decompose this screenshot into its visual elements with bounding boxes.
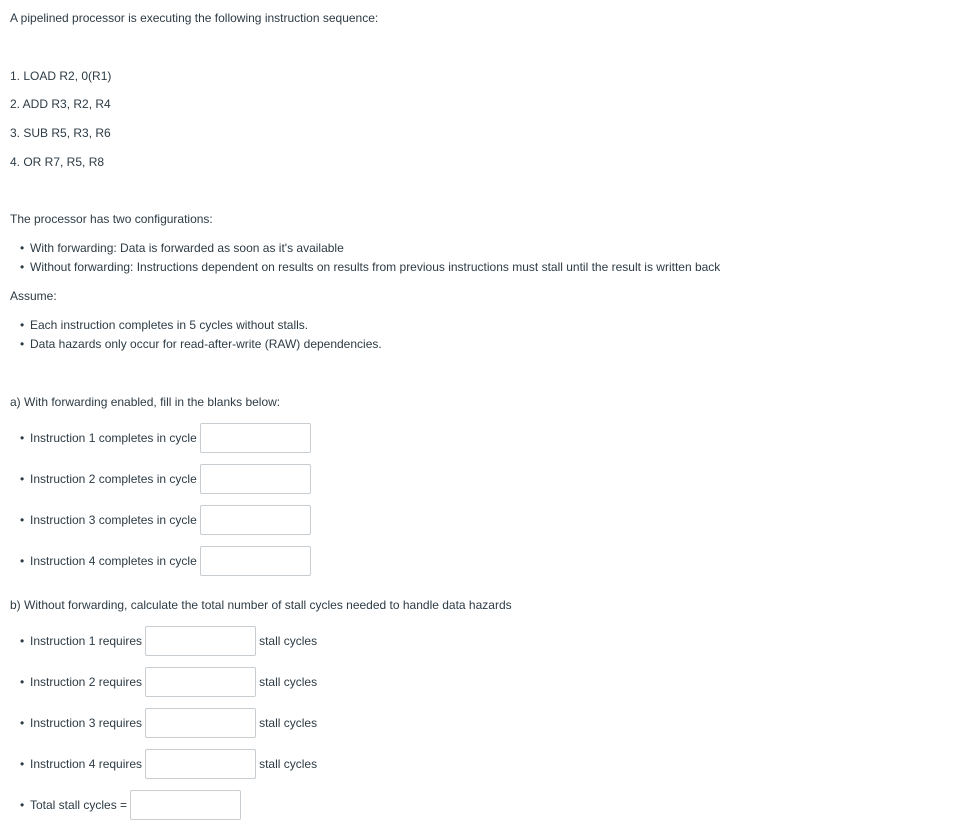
part-b-total-label: Total stall cycles = [30,798,128,812]
instruction-line-2: 2. ADD R3, R2, R4 [10,97,111,111]
bullet-icon: • [20,260,25,274]
part-a-row-4 [20,545,311,577]
part-b-label-4: Instruction 4 requires [30,757,143,771]
part-b-label-3: Instruction 3 requires [30,716,143,730]
assume-label: Assume: [10,289,57,303]
bullet-icon: • [20,513,25,527]
part-b-total-input[interactable] [130,790,241,820]
part-b-suffix-1: stall cycles [259,634,318,648]
instruction-line-3: 3. SUB R5, R3, R6 [10,126,111,140]
part-a-label-4: Instruction 4 completes in cycle [30,554,197,568]
assumption-item-cycles [20,317,308,333]
bullet-icon: • [20,472,25,486]
bullet-icon: • [20,241,25,255]
bullet-icon: • [20,798,25,812]
part-b-input-3[interactable] [145,708,256,738]
part-b-input-1[interactable] [145,626,256,656]
part-a-input-1[interactable] [200,423,311,453]
part-b-label-1: Instruction 1 requires [30,634,143,648]
part-b-row-4 [20,748,317,780]
part-a-label-1: Instruction 1 completes in cycle [30,431,197,445]
bullet-icon: • [20,554,25,568]
part-b-label-2: Instruction 2 requires [30,675,143,689]
config-item-forwarding [20,240,344,256]
part-b-prompt: b) Without forwarding, calculate the total number of stall cycles needed to handle data hazards [10,598,512,612]
assumption-text: Data hazards only occur for read-after-write (RAW) dependencies. [30,337,382,351]
part-a-input-4[interactable] [200,546,311,576]
part-a-prompt: a) With forwarding enabled, fill in the blanks below: [10,395,281,409]
instruction-line-1: 1. LOAD R2, 0(R1) [10,69,112,83]
part-a-row-1 [20,422,311,454]
intro-text: A pipelined processor is executing the following instruction sequence: [10,11,379,25]
part-b-total-row [20,789,241,821]
part-a-input-3[interactable] [200,505,311,535]
part-b-suffix-2: stall cycles [259,675,318,689]
bullet-icon: • [20,337,25,351]
part-a-label-3: Instruction 3 completes in cycle [30,513,197,527]
part-b-row-3 [20,707,317,739]
bullet-icon: • [20,634,25,648]
configs-intro: The processor has two configurations: [10,212,213,226]
part-a-input-2[interactable] [200,464,311,494]
assumption-text: Each instruction completes in 5 cycles without stalls. [30,318,309,332]
part-a-label-2: Instruction 2 completes in cycle [30,472,197,486]
part-a-row-2 [20,463,311,495]
config-text: Without forwarding: Instructions dependent on results on results from previous instructions must stall until the result is written back [30,260,721,274]
part-b-suffix-4: stall cycles [259,757,318,771]
part-b-input-4[interactable] [145,749,256,779]
config-item-no-forwarding [20,259,720,275]
bullet-icon: • [20,431,25,445]
part-b-suffix-3: stall cycles [259,716,318,730]
bullet-icon: • [20,716,25,730]
part-a-row-3 [20,504,311,536]
part-b-row-2 [20,666,317,698]
bullet-icon: • [20,757,25,771]
bullet-icon: • [20,318,25,332]
config-text: With forwarding: Data is forwarded as soon as it's available [30,241,344,255]
assumption-item-raw [20,336,382,352]
bullet-icon: • [20,675,25,689]
instruction-line-4: 4. OR R7, R5, R8 [10,155,105,169]
part-b-row-1 [20,625,317,657]
part-b-input-2[interactable] [145,667,256,697]
